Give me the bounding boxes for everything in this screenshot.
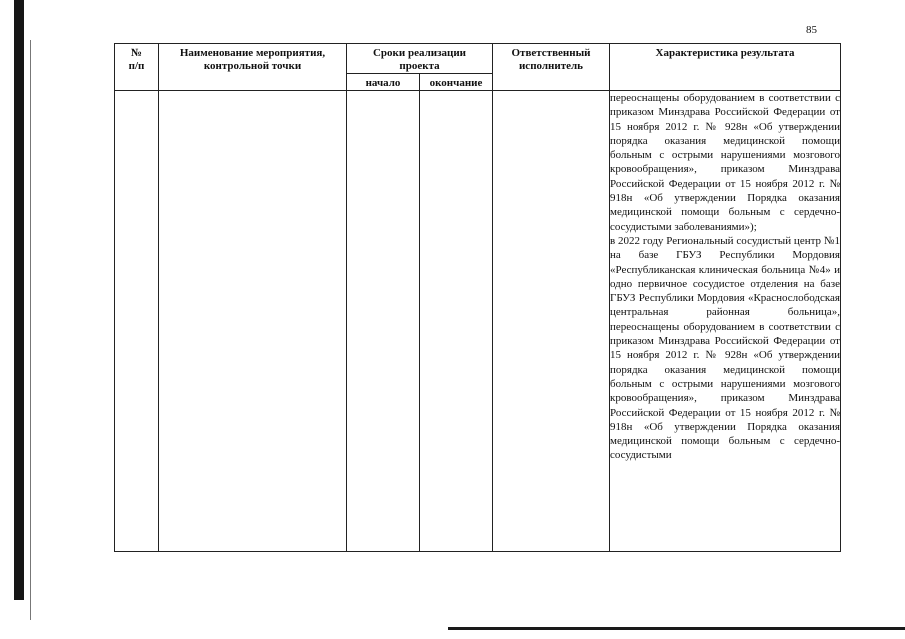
header-row xyxy=(115,44,841,74)
header-executor: Ответственный исполнитель xyxy=(493,44,610,91)
cell-end xyxy=(420,91,493,552)
table-row xyxy=(115,91,841,552)
header-num: № п/п xyxy=(115,44,159,91)
header-result: Характеристика результата xyxy=(610,44,841,91)
page-number: 85 xyxy=(806,24,817,36)
header-period: Сроки реализации проекта xyxy=(347,44,493,74)
header-period-start: начало xyxy=(347,74,420,91)
cell-executor xyxy=(493,91,610,552)
scan-edge-line xyxy=(30,40,31,620)
cell-result: переоснащены оборудованием в соответствии с приказом Минздрава Российской Федерации от 15 ноября 2012 г. № 928н «Об утверждении порядка оказания медицинской помощи больным с острыми нарушениями мозгового кровообращения», приказом Минздрава Российской Федерации от 15 ноября 2012 г. № 918н «Об утверждении Порядка оказания медицинской помощи больным с сердечно-сосудистыми заболеваниями»); в 2022 году Региональный сосудистый центр №1 на базе ГБУЗ Республики Мордовия «Республиканская клиническая больница №4» и одно первичное сосудистое отделения на базе ГБУЗ Республики Мордовия «Краснослободская центральная районная больница», переоснащены оборудованием в соответствии с приказом Минздрава Российской Федерации от 15 ноября 2012 г. № 928н «Об утверждении порядка оказания медицинской помощи больным с острыми нарушениями мозгового кровообращения», приказом Минздрава Российской Федерации от 15 ноября 2012 г. № 918н «Об утверждении Порядка оказания медицинской помощи больным с сердечно-сосудистыми xyxy=(610,91,841,552)
cell-start xyxy=(347,91,420,552)
scan-edge-shadow xyxy=(14,0,24,600)
cell-name xyxy=(159,91,347,552)
scan-bottom-line xyxy=(448,627,905,630)
events-table xyxy=(114,43,841,552)
header-name: Наименование мероприятия, контрольной точки xyxy=(159,44,347,91)
cell-num xyxy=(115,91,159,552)
header-period-end: окончание xyxy=(420,74,493,91)
